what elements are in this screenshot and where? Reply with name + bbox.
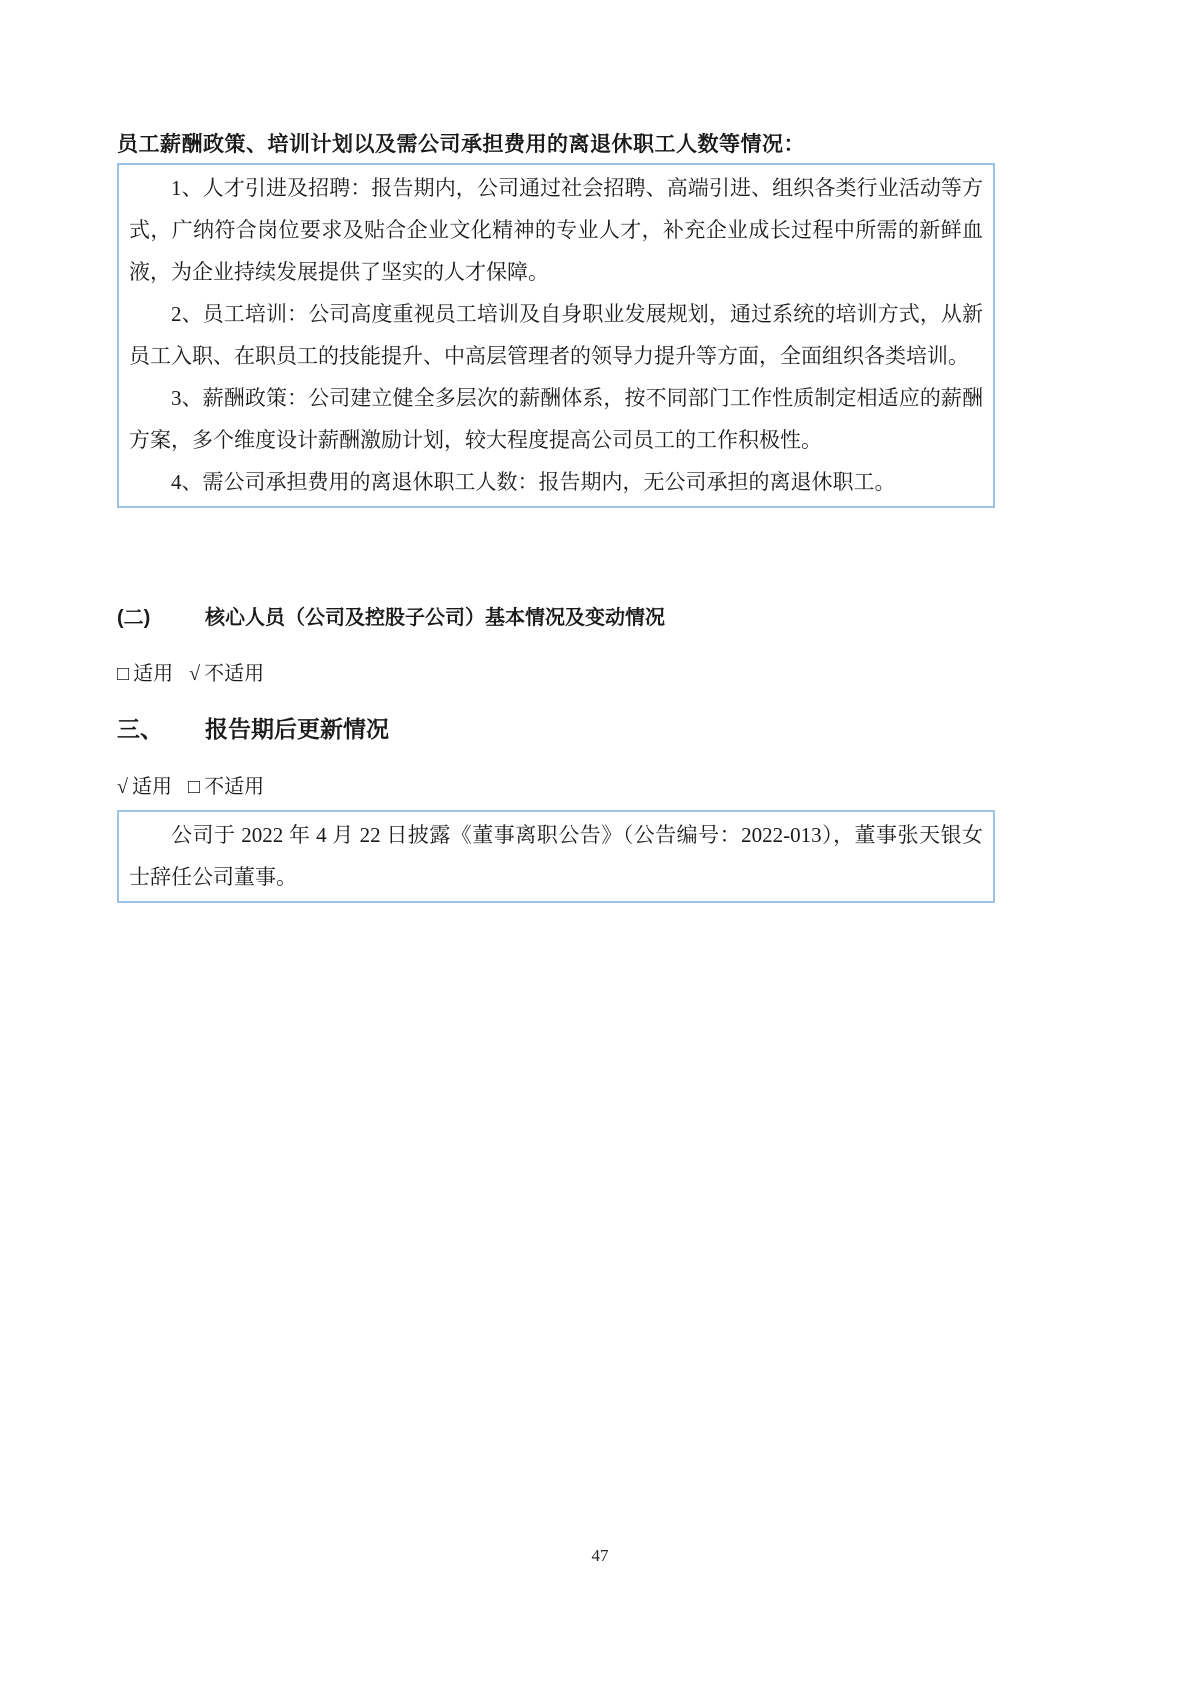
checkbox-unchecked-icon: □: [117, 663, 130, 685]
page-number: 47: [591, 1546, 609, 1565]
not-applicable-label: 不适用: [204, 663, 265, 685]
paragraph-retired-staff: 4、需公司承担费用的离退休职工人数：报告期内，无公司承担的离退休职工。: [171, 470, 896, 494]
salary-policy-heading: 员工薪酬政策、培训计划以及需公司承担费用的离退休职工人数等情况：: [117, 133, 805, 156]
core-personnel-heading: [117, 603, 995, 633]
post-period-numbering: 三、: [117, 716, 163, 742]
not-applicable-option: [188, 773, 264, 801]
post-period-box: [117, 810, 995, 903]
paragraph-salary-policy: 3、薪酬政策：公司建立健全多层次的薪酬体系，按不同部门工作性质制定相适应的薪酬方案，多个维度设计薪酬激励计划，较大程度提高公司员工的工作积极性。: [129, 386, 983, 452]
paragraph-director-resignation: 公司于 2022 年 4 月 22 日披露《董事离职公告》（公告编号：2022-013），董事张天银女士辞任公司董事。: [129, 823, 983, 889]
applicable-option: [117, 660, 173, 688]
applicable-option: [117, 773, 172, 801]
page-content: [117, 0, 995, 903]
not-applicable-label: 不适用: [204, 776, 265, 798]
core-personnel-title: 核心人员（公司及控股子公司）基本情况及变动情况: [205, 607, 665, 629]
core-personnel-numbering: (二): [117, 607, 151, 629]
post-period-title: 报告期后更新情况: [205, 716, 389, 742]
applicable-label: 适用: [131, 776, 172, 798]
applicable-label: 适用: [133, 663, 174, 685]
checkmark-icon: √: [189, 663, 201, 685]
core-personnel-applicability: [117, 660, 995, 688]
paragraph-talent-recruitment: 1、人才引进及招聘：报告期内，公司通过社会招聘、高端引进、组织各类行业活动等方式，广纳符合岗位要求及贴合企业文化精神的专业人才，补充企业成长过程中所需的新鲜血液，为企业持续发展提供了坚实的人才保障。: [129, 176, 983, 284]
checkbox-unchecked-icon: □: [187, 776, 201, 798]
post-period-heading: [117, 713, 995, 746]
not-applicable-option: [189, 660, 264, 688]
checkmark-icon: √: [117, 776, 128, 798]
post-period-applicability: [117, 773, 995, 801]
salary-policy-box: [117, 163, 995, 508]
paragraph-employee-training: 2、员工培训：公司高度重视员工培训及自身职业发展规划，通过系统的培训方式，从新员工入职、在职员工的技能提升、中高层管理者的领导力提升等方面，全面组织各类培训。: [129, 302, 983, 368]
